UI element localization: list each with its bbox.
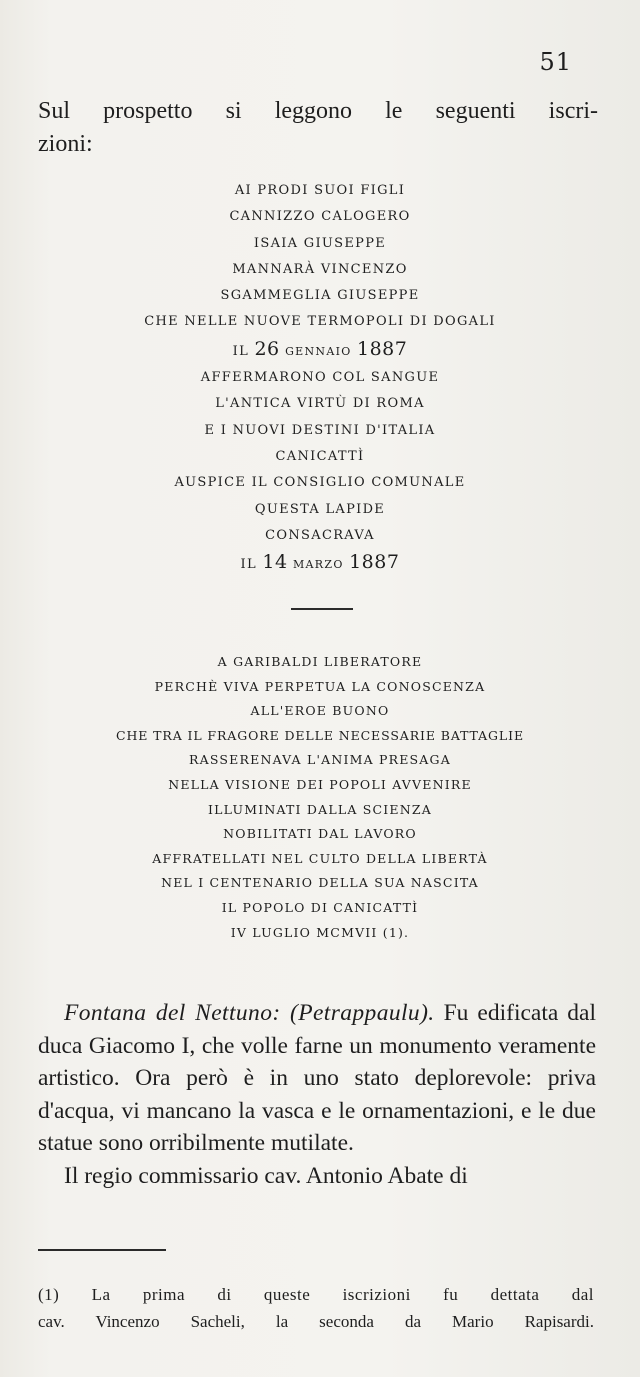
inscription-line: AUSPICE IL CONSIGLIO COMUNALE <box>174 475 466 491</box>
inscription-line: CANNIZZO CALOGERO <box>229 209 411 225</box>
date-year: 1887 <box>357 337 408 360</box>
inscription-line: NEL I CENTENARIO DELLA SUA NASCITA <box>161 875 479 891</box>
inscription-garibaldi-centenary <box>0 650 640 945</box>
paragraph-commissario <box>38 1160 596 1193</box>
intro-paragraph <box>38 95 598 161</box>
date-year: 1887 <box>349 551 400 574</box>
intro-line-2: zioni: <box>38 131 93 157</box>
inscription-line: IV LUGLIO MCMVII (1). <box>230 924 410 940</box>
inscription-line: E I NUOVI DESTINI D'ITALIA <box>204 422 436 438</box>
date-prefix: IL <box>240 557 257 573</box>
inscription-line: PERCHÈ VIVA PERPETUA LA CONOSCENZA <box>154 678 486 694</box>
paragraph-fontana <box>38 997 596 1160</box>
section-divider <box>291 608 353 610</box>
inscription-line: L'ANTICA VIRTÙ DI ROMA <box>215 396 425 412</box>
inscription-line: MANNARÀ VINCENZO <box>232 261 408 277</box>
page-number: 51 <box>539 48 572 76</box>
inscription-line: NELLA VISIONE DEI POPOLI AVVENIRE <box>168 776 472 792</box>
footnote-line-2: cav. Vincenzo Sacheli, la seconda da Mario Rapisardi. <box>38 1312 594 1331</box>
footnote <box>38 1281 594 1335</box>
inscription-line: AFFRATELLATI NEL CULTO DELLA LIBERTÀ <box>152 850 488 866</box>
inscription-line: CHE NELLE NUOVE TERMOPOLI DI DOGALI <box>144 314 496 330</box>
inscription-line: AI PRODI SUOI FIGLI <box>234 183 406 198</box>
date-prefix: IL <box>232 343 250 359</box>
inscription-line: RASSERENAVA L'ANIMA PRESAGA <box>189 752 451 768</box>
date-month: GENNAIO <box>285 344 352 358</box>
inscription-line: CONSACRAVA <box>265 527 375 543</box>
inscription-line: CHE TRA IL FRAGORE DELLE NECESSARIE BATTAGLIE <box>116 727 524 743</box>
inscription-garibaldi-dogali <box>0 178 640 578</box>
date-day: 14 <box>262 551 288 574</box>
inscription-line: IL POPOLO DI CANICATTÌ <box>221 899 419 915</box>
fontana-title: Fontana del Nettuno: (Petrappaulu). <box>64 1000 435 1026</box>
inscription-line: A GARIBALDI LIBERATORE <box>217 654 423 669</box>
body-text <box>38 997 596 1192</box>
date-day: 26 <box>254 337 280 360</box>
inscription-line: ILLUMINATI DALLA SCIENZA <box>208 801 432 817</box>
footnote-line-1: (1) La prima di queste iscrizioni fu dettata dal <box>38 1285 594 1304</box>
inscription-line: ISAIA GIUSEPPE <box>253 235 387 251</box>
inscription-line: SGAMMEGLIA GIUSEPPE <box>220 288 420 304</box>
intro-line-1: Sul prospetto si leggono le seguenti iscri- <box>38 98 598 124</box>
inscription-line: AFFERMARONO COL SANGUE <box>200 370 440 386</box>
inscription-line: NOBILITATI DAL LAVORO <box>223 826 417 842</box>
commissario-text: Il regio commissario cav. Antonio Abate di <box>64 1162 468 1189</box>
inscription-date <box>0 336 640 365</box>
footnote-rule <box>38 1249 166 1251</box>
inscription-line: QUESTA LAPIDE <box>254 501 386 517</box>
inscription-line: CANICATTÌ <box>275 448 365 464</box>
date-month: MARZO <box>292 558 344 572</box>
inscription-date <box>0 549 640 578</box>
inscription-line: ALL'EROE BUONO <box>250 703 390 719</box>
fontana-text: Fu edificata dal duca Giacomo I, che volle farne un monumento veramente artistico. Ora però è in uno stato deplorevole: priva d'acqua, vi mancano la vasca e le ornamentazioni, e le due statue sono orribilmente mutilate. <box>38 1000 596 1156</box>
